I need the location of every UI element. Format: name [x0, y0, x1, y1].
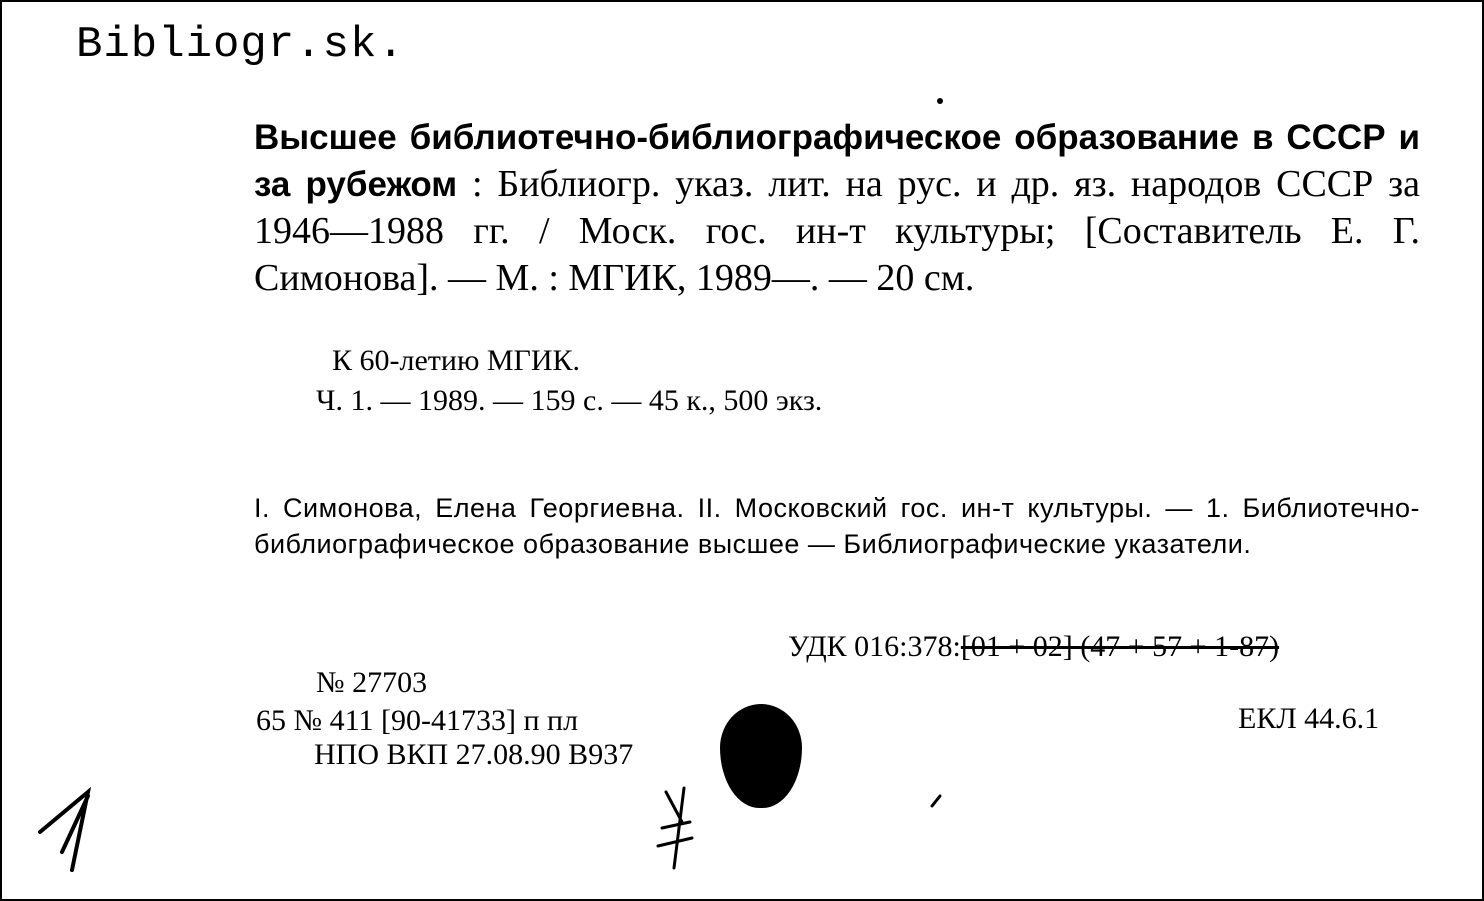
record-number: № 27703 — [316, 666, 428, 699]
note-volume: Ч. 1. — 1989. — 159 с. — 45 к., 500 экз. — [316, 384, 823, 417]
title-bold: Высшее библиотечно-библиографическое образование в СССР и за рубежом — [254, 118, 1420, 204]
print-info: 65 № 411 [90-41733] п пл — [256, 704, 579, 737]
npo-info: НПО ВКП 27.08.90 В937 — [314, 738, 634, 771]
udk-struck: [01 + 02] (47 + 57 + 1-87) — [960, 630, 1280, 663]
ink-blot — [720, 704, 802, 808]
typed-header: Bibliogr.sk. — [76, 20, 405, 70]
udk-label: УДК 016:378: — [788, 630, 961, 663]
handwritten-mark-mid — [644, 782, 704, 874]
ink-dot — [937, 98, 943, 104]
note-anniversary: К 60-летию МГИК. — [332, 344, 581, 377]
main-entry — [254, 114, 1420, 302]
title-rest: : Библиогр. указ. лит. на рус. и др. яз. народов СССР за 1946—1988 гг. / Моск. гос. ин-т культуры; [Составитель Е. Г. Симонова]. — М. : МГИК, 1989—. — 20 см. — [254, 163, 1420, 299]
tracings: I. Симонова, Елена Георгиевна. II. Московский гос. ин-т культуры. — 1. Библиотечно-библиографическое образование высшее — Библиографические указатели. — [254, 493, 1420, 559]
ink-stroke — [928, 792, 948, 812]
handwritten-mark-left — [32, 782, 102, 877]
udk-line — [788, 630, 1279, 664]
ekl-code: ЕКЛ 44.6.1 — [1238, 702, 1380, 735]
